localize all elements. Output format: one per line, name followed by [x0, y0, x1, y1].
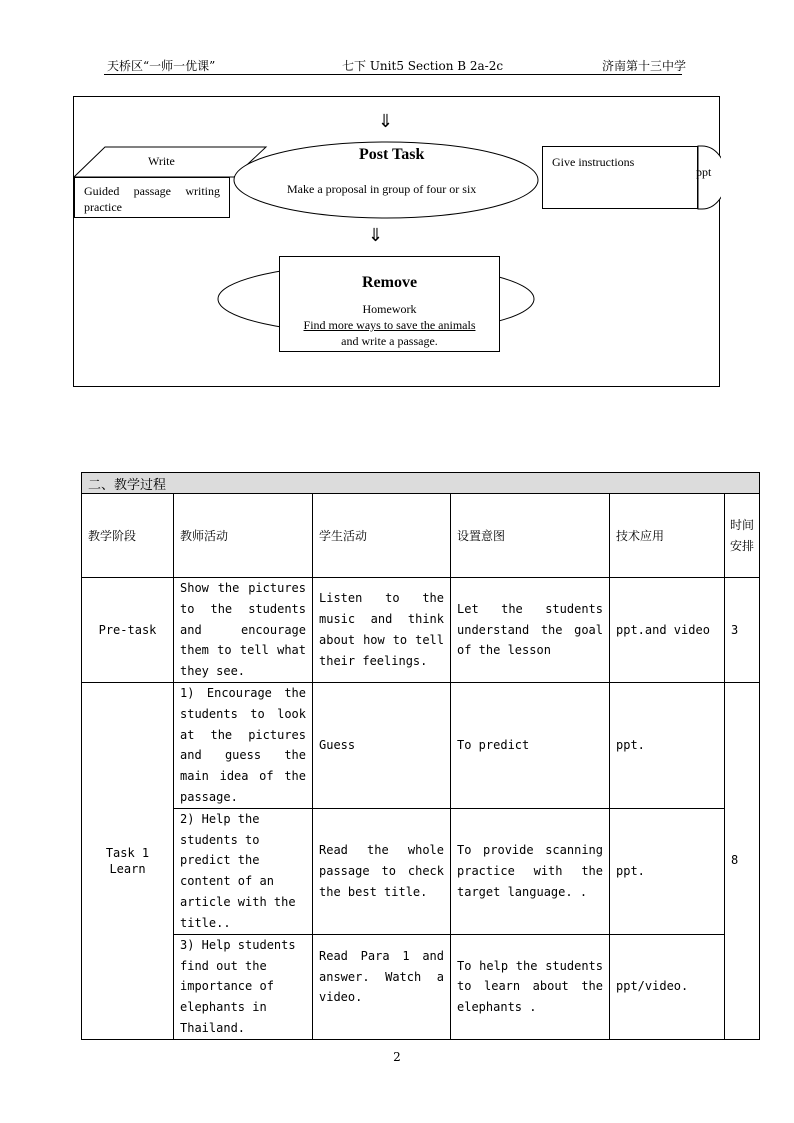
homework-line2: and write a passage.	[341, 334, 438, 348]
header-student: 学生活动	[313, 494, 451, 578]
cell-tech: ppt.	[610, 682, 725, 808]
cell-teacher: 3) Help students find out the importance of elephants in Thailand.	[174, 934, 313, 1039]
page-number: 2	[393, 1050, 401, 1064]
cell-stage: Pre-task	[82, 578, 174, 683]
homework-label: Homework	[362, 302, 417, 316]
cell-tech: ppt.and video	[610, 578, 725, 683]
header-rule	[104, 74, 682, 75]
remove-box	[279, 256, 500, 352]
header-stage: 教学阶段	[82, 494, 174, 578]
cell-tech: ppt.	[610, 808, 725, 934]
ppt-label: ppt	[696, 165, 712, 179]
cell-stage: Task 1 Learn	[82, 682, 174, 1039]
table-row	[82, 808, 760, 934]
cell-purpose: To help the students to learn about the elephants .	[451, 934, 610, 1039]
cell-time: 3	[725, 578, 760, 683]
post-task-title: Post Task	[359, 146, 425, 163]
down-arrow-icon: ⇓	[368, 225, 384, 246]
remove-title: Remove	[361, 274, 418, 291]
post-task-text: Make a proposal in group of four or six	[287, 182, 477, 196]
homework-line1: Find more ways to save the animals	[303, 318, 476, 332]
cell-purpose: To predict	[451, 682, 610, 808]
teaching-process-table	[81, 472, 760, 1040]
header-tech: 技术应用	[610, 494, 725, 578]
cell-student: Guess	[313, 682, 451, 808]
cell-teacher: 2) Help the students to predict the content of an article with the title..	[174, 808, 313, 934]
cell-purpose: Let the students understand the goal of the lesson	[451, 578, 610, 683]
header-purpose: 设置意图	[451, 494, 610, 578]
table-row	[82, 934, 760, 1039]
table-row	[82, 682, 760, 808]
cell-purpose: To provide scanning practice with the target language. .	[451, 808, 610, 934]
header-right: 济南第十三中学	[602, 59, 687, 73]
cell-teacher: 1) Encourage the students to look at the pictures and guess the main idea of the passage.	[174, 682, 313, 808]
table-caption: 二、教学过程	[82, 473, 760, 494]
table-row	[82, 578, 760, 683]
cell-teacher: Show the pictures to the students and encourage them to tell what they see.	[174, 578, 313, 683]
cell-student: Read Para 1 and answer. Watch a video.	[313, 934, 451, 1039]
flow-diagram	[73, 96, 720, 387]
table-header-row	[82, 494, 760, 578]
cell-student: Read the whole passage to check the best title.	[313, 808, 451, 934]
cell-student: Listen to the music and think about how to tell their feelings.	[313, 578, 451, 683]
cell-tech: ppt/video.	[610, 934, 725, 1039]
cell-time: 8	[725, 682, 760, 1039]
table-caption-row	[82, 473, 760, 494]
instructions-box: Give instructions	[542, 146, 698, 209]
down-arrow-icon: ⇓	[378, 111, 394, 132]
write-label: Write	[148, 154, 175, 168]
guided-writing-box: Guided passage writing practice	[74, 177, 230, 218]
header-center: 七下 Unit5 Section B 2a-2c	[342, 59, 504, 73]
header-left: 天桥区“一师一优课”	[107, 59, 216, 73]
header-time: 时间安排	[725, 494, 760, 578]
header-teacher: 教师活动	[174, 494, 313, 578]
